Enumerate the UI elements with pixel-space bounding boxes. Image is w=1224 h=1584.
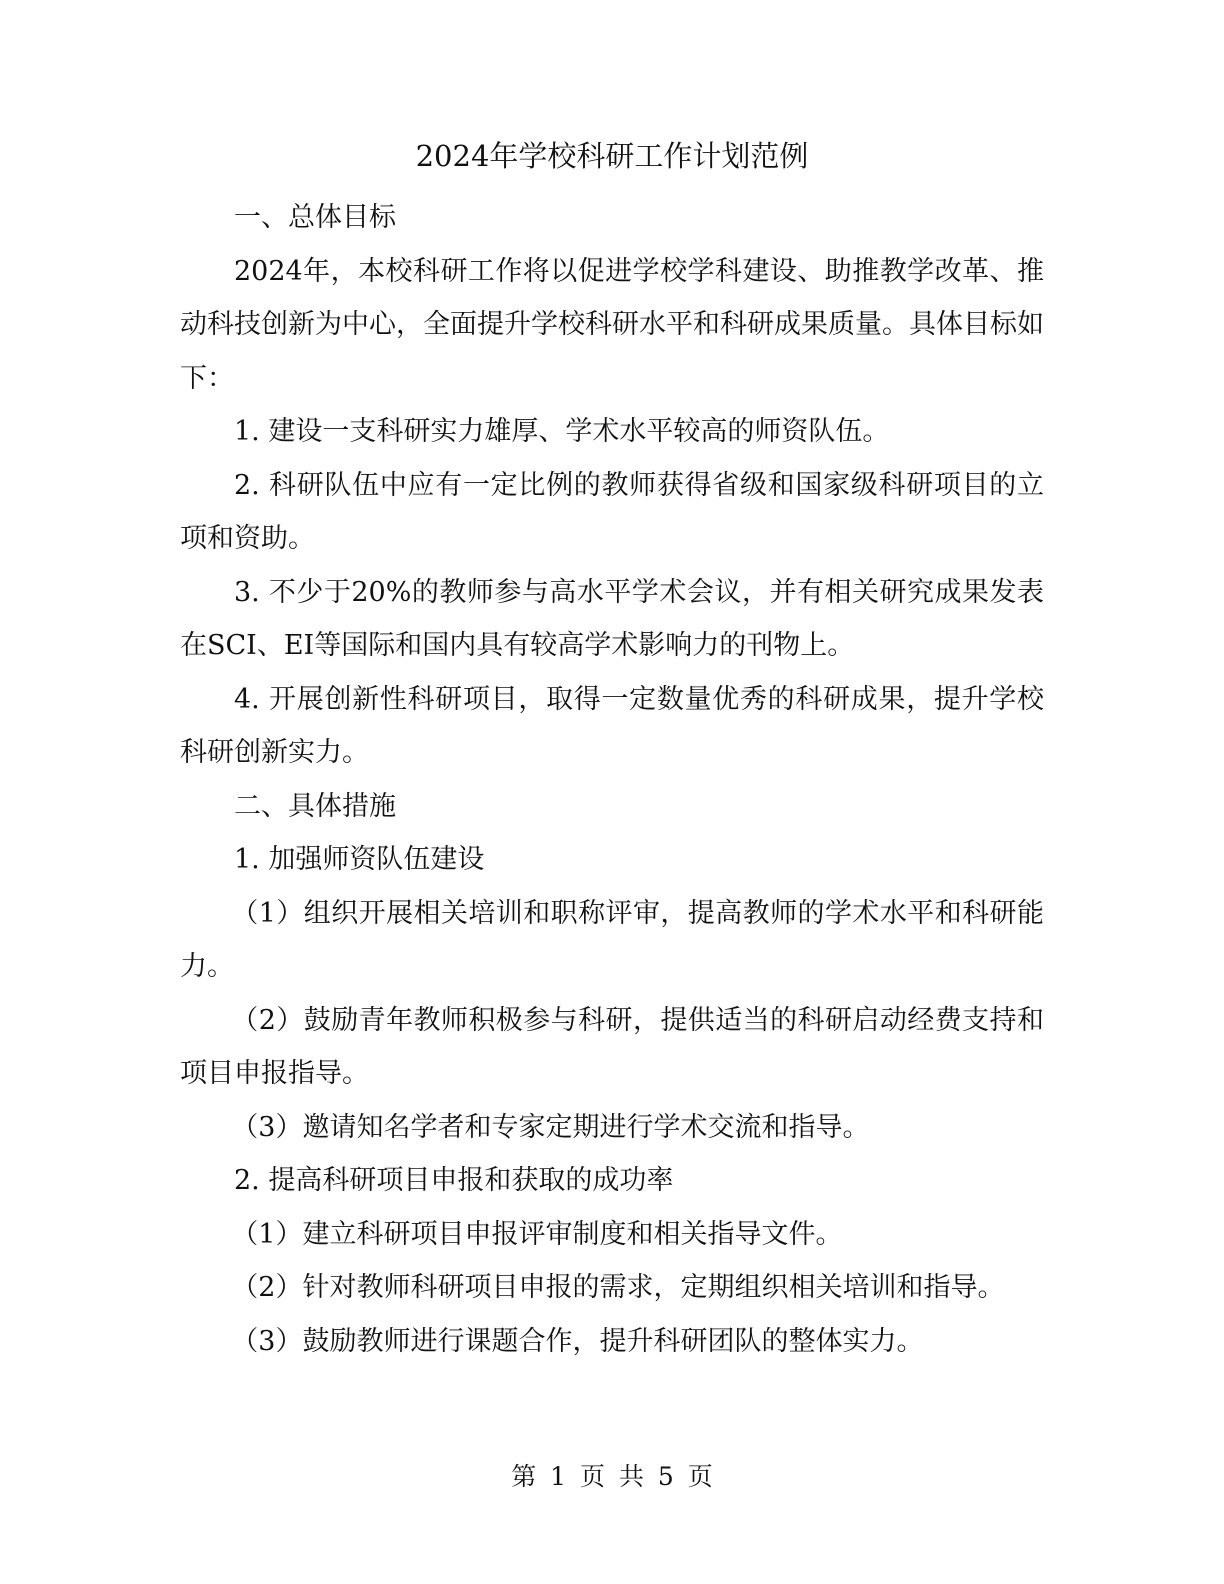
measure-heading-1: 1. 加强师资队伍建设 <box>234 844 485 875</box>
document-title: 2024年学校科研工作计划范例 <box>415 139 809 173</box>
document-body <box>180 191 1044 1368</box>
goal-item-3: 3. 不少于20%的教师参与高水平学术会议，并有相关研究成果发表在SCI、EI等国际和国内具有较高学术影响力的刊物上。 <box>180 576 1044 661</box>
measure-1-item-2: （2）鼓励青年教师积极参与科研，提供适当的科研启动经费支持和项目申报指导。 <box>180 1004 1044 1089</box>
goal-item-4: 4. 开展创新性科研项目，取得一定数量优秀的科研成果，提升学校科研创新实力。 <box>180 683 1044 768</box>
measure-1-item-3: （3）邀请知名学者和专家定期进行学术交流和指导。 <box>231 1111 870 1143</box>
section-heading-measures: 二、具体措施 <box>234 790 396 822</box>
goal-item-1: 1. 建设一支科研实力雄厚、学术水平较高的师资队伍。 <box>234 416 890 447</box>
paragraph-intro: 2024年，本校科研工作将以促进学校学科建设、助推教学改革、推动科技创新为中心，全面提升学校科研水平和科研成果质量。具体目标如下： <box>180 255 1044 394</box>
goal-item-2: 2. 科研队伍中应有一定比例的教师获得省级和国家级科研项目的立项和资助。 <box>180 469 1044 554</box>
section-heading-overall-goals: 一、总体目标 <box>234 202 396 233</box>
page-number-footer: 第 1 页 共 5 页 <box>511 1462 713 1491</box>
measure-heading-2: 2. 提高科研项目申报和获取的成功率 <box>234 1165 674 1196</box>
measure-2-item-3: （3）鼓励教师进行课题合作，提升科研团队的整体实力。 <box>231 1325 924 1357</box>
measure-2-item-2: （2）针对教师科研项目申报的需求，定期组织相关培训和指导。 <box>231 1272 1005 1303</box>
measure-2-item-1: （1）建立科研项目申报评审制度和相关指导文件。 <box>231 1218 843 1250</box>
measure-1-item-1: （1）组织开展相关培训和职称评审，提高教师的学术水平和科研能力。 <box>180 897 1044 982</box>
